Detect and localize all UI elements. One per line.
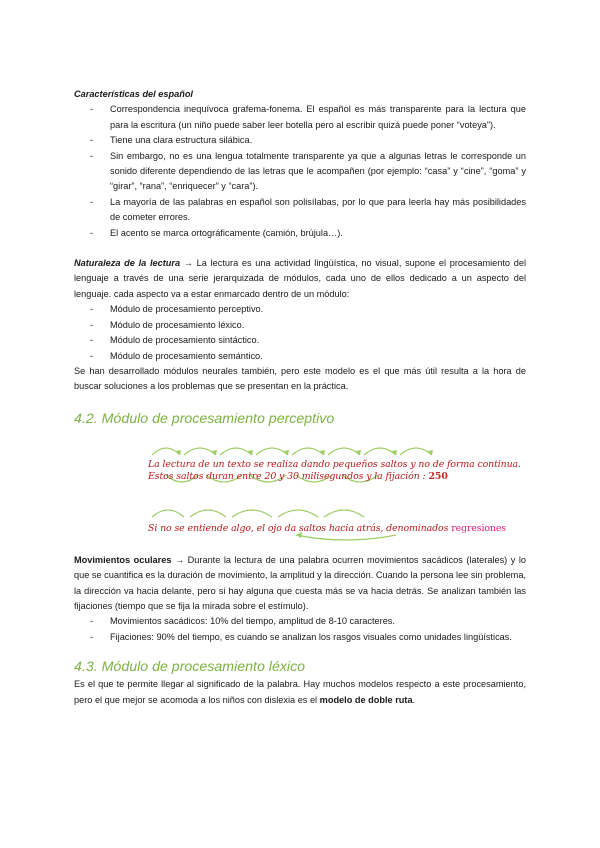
saccade-arc	[328, 448, 360, 455]
figure-line-2	[148, 469, 448, 484]
saccade-arc	[232, 510, 272, 517]
figure-line-3-text: Si no se entiende algo, el ojo da saltos hacia atrás, denominados	[148, 522, 449, 534]
saccade-arc	[292, 448, 324, 455]
movimientos-list	[74, 614, 526, 645]
heading-lexico: 4.3. Módulo de procesamiento léxico	[74, 659, 306, 676]
section-title-caracteristicas: Características del español	[74, 89, 193, 99]
figure-line-3	[148, 521, 506, 536]
list-item: - Movimientos sacádicos: 10% del tiempo, amplitud de 8-10 caracteres.	[74, 614, 526, 629]
saccade-arc	[324, 510, 364, 517]
naturaleza-text: La lectura es una actividad lingüística, no visual, supone el procesamiento del lenguaje a través de una serie jerarquizada de módulos, cada uno de ellos dedicado a un aspecto del lenguaje. cada aspecto va a estar enmarcado dentro de un módulo:	[74, 258, 526, 299]
movimientos-text: Durante la lectura de una palabra ocurren movimientos sacádicos (laterales) y lo que se cuantifica es la duración de movimiento, la amplitud y la dirección. Cuando la persona lee sin problema, la dirección va hacia delante, pero si hay alguna que cuesta más se va hacia detrás. Se analizan también las fijaciones (tiempo que se fija la mirada sobre el estímulo).	[74, 554, 526, 611]
list-item: - Módulo de procesamiento sintáctico.	[74, 333, 526, 348]
modulos-list	[74, 302, 526, 364]
saccade-arc	[220, 448, 252, 455]
list-item: - El acento se marca ortográficamente (camión, brújula…).	[74, 226, 526, 241]
saccade-arc	[190, 510, 226, 517]
saccade-arc	[152, 510, 184, 517]
list-item: - Tiene una clara estructura silábica.	[74, 133, 526, 148]
list-item: - Módulo de procesamiento perceptivo.	[74, 302, 526, 317]
list-item: - Módulo de procesamiento léxico.	[74, 318, 526, 333]
list-item: - Módulo de procesamiento semántico.	[74, 349, 526, 364]
figure-line-2-text: Estos saltos duran entre 20 y 30 milisegundos y la fijación :	[148, 470, 426, 482]
naturaleza-paragraph	[74, 256, 526, 302]
saccade-arc	[184, 448, 216, 455]
saccade-arc	[400, 448, 432, 455]
movimientos-lead: Movimientos oculares →	[74, 554, 185, 565]
document-body	[74, 87, 526, 708]
figure-line-1: La lectura de un texto se realiza dando pequeños saltos y no de forma continua.	[148, 458, 521, 470]
eye-movement-figure	[146, 435, 521, 545]
fixation-value: 250	[428, 470, 448, 482]
saccade-arc	[152, 448, 180, 455]
regresiones-word: regresiones	[451, 522, 506, 534]
naturaleza-lead: Naturaleza de la lectura →	[74, 258, 193, 269]
list-item: - Sin embargo, no es una lengua totalmente transparente ya que a algunas letras le corresponde un sonido diferente dependiendo de las letras que le acompañen (por ejemplo: “casa” y “cine”, “goma” y “girar”, “rana”, “enriquecer” y “cara”).	[74, 149, 526, 195]
lexico-text: Es el que te permite llegar al significado de la palabra. Hay muchos modelos respecto a este procesamiento, pero el que mejor se acomoda a los niños con dislexia es el	[74, 679, 526, 705]
movimientos-paragraph	[74, 553, 526, 615]
lexico-end: .	[412, 694, 416, 705]
saccade-arc	[278, 510, 318, 517]
modulos-closing: Se han desarrollado módulos neurales también, pero este modelo es el que más útil resulta a la hora de buscar soluciones a los problemas que se presentan en la práctica.	[74, 365, 526, 392]
lexico-paragraph	[74, 677, 526, 708]
caracteristicas-list	[74, 102, 526, 241]
list-item: - Fijaciones: 90% del tiempo, es cuando se analizan los rasgos visuales como unidades lingüísticas.	[74, 630, 526, 645]
saccade-arc	[364, 448, 396, 455]
list-item: - Correspondencia inequívoca grafema-fonema. El español es más transparente para la lectura que para la escritura (un niño puede saber leer botella pero al escribir quizá puede poner “voteya”).	[74, 102, 526, 133]
list-item: - La mayoría de las palabras en español son polisílabas, por lo que para leerla hay más posibilidades de cometer errores.	[74, 195, 526, 226]
saccade-arc	[256, 448, 288, 455]
doble-ruta-term: modelo de doble ruta	[319, 694, 413, 705]
heading-perceptivo: 4.2. Módulo de procesamiento perceptivo	[74, 410, 335, 427]
